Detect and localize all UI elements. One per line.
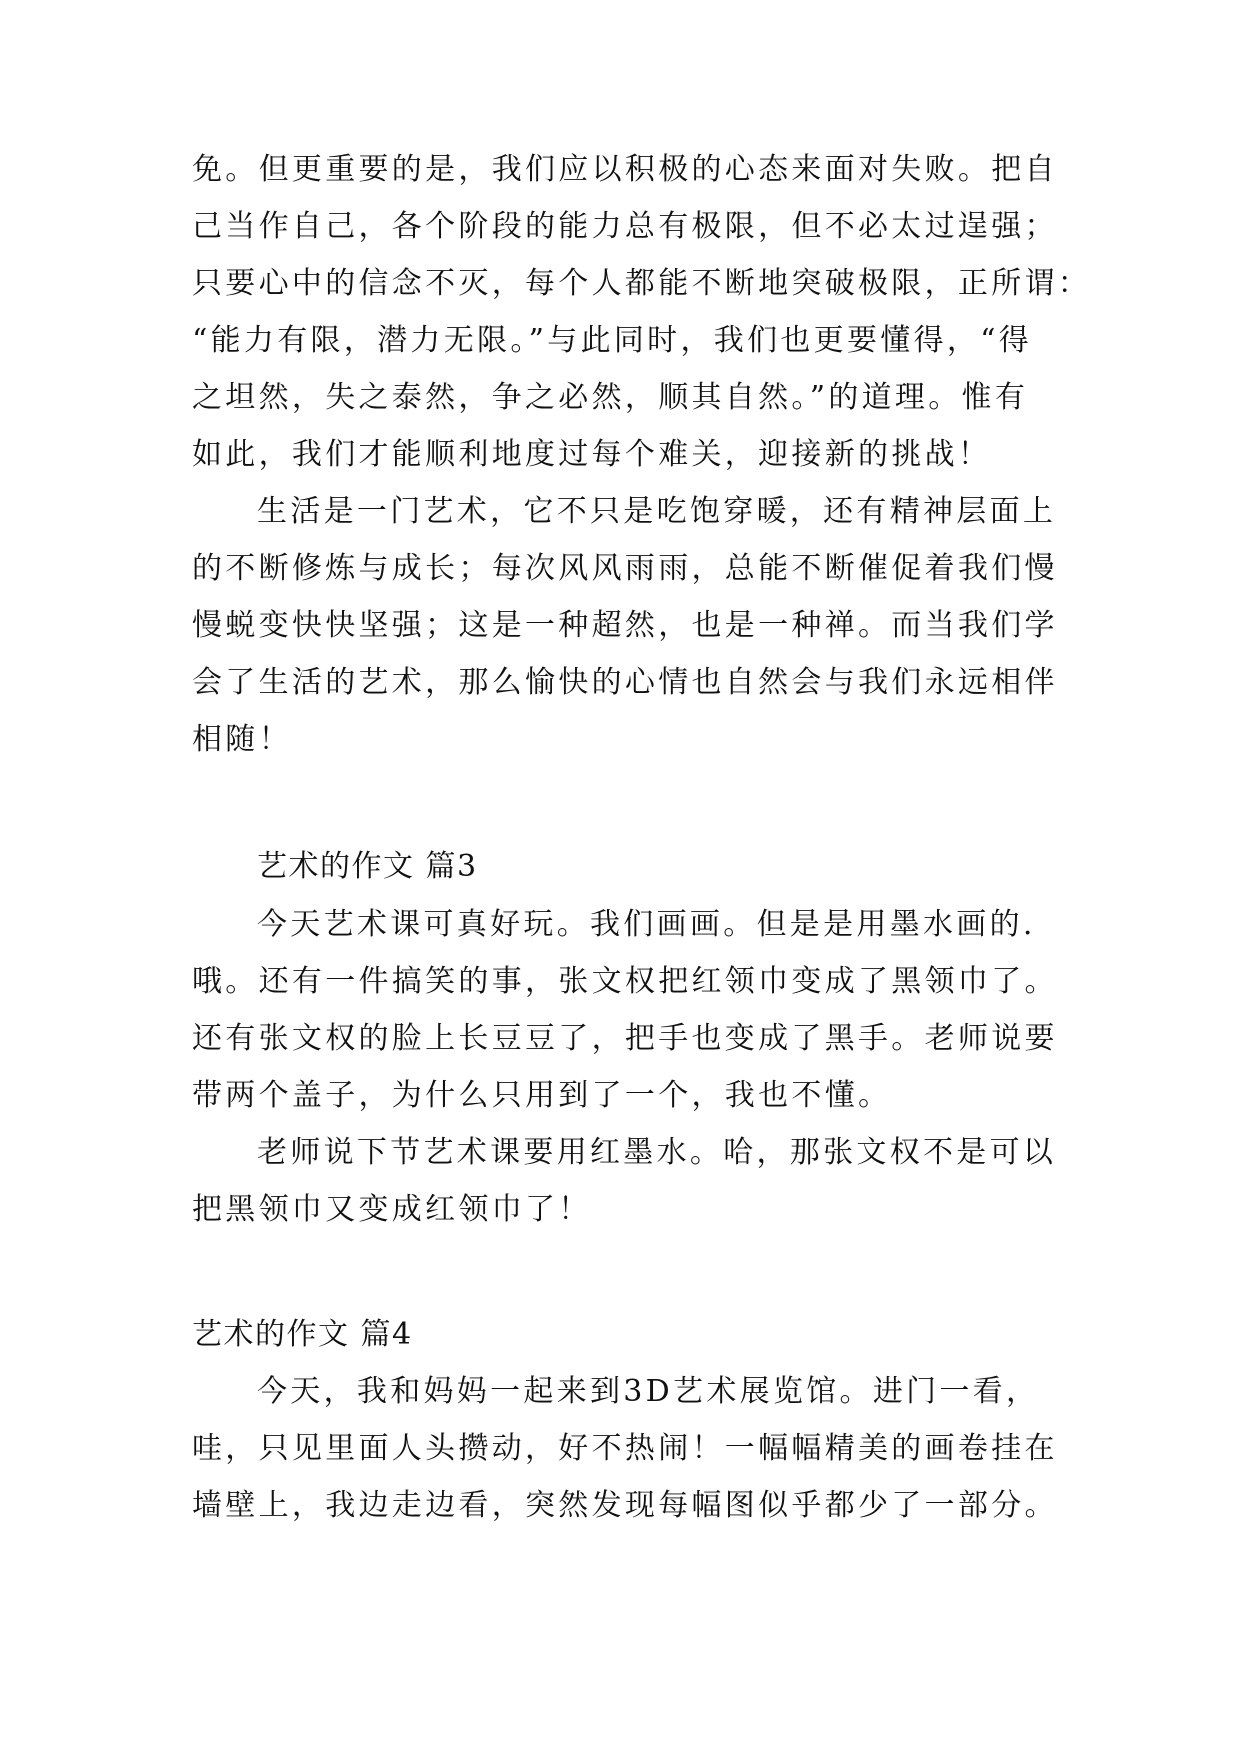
paragraph-line: 把黑领巾又变成红领巾了！ <box>192 1192 592 1227</box>
paragraph-line: 哇，只见里面人头攒动，好不热闹！一幅幅精美的画卷挂在 <box>192 1431 1058 1466</box>
paragraph-line: 哦。还有一件搞笑的事，张文权把红领巾变成了黑领巾了。 <box>192 964 1058 999</box>
paragraph-line: 相随！ <box>192 722 292 757</box>
section-heading: 艺术的作文 篇4 <box>192 1317 413 1352</box>
paragraph-line: 的不断修炼与成长；每次风风雨雨，总能不断催促着我们慢 <box>192 551 1058 586</box>
paragraph-line: 还有张文权的脸上长豆豆了，把手也变成了黑手。老师说要 <box>192 1021 1058 1056</box>
paragraph-line: 慢蜕变快快坚强；这是一种超然，也是一种禅。而当我们学 <box>192 608 1058 643</box>
paragraph-line: 生活是一门艺术，它不只是吃饱穿暖，还有精神层面上 <box>257 494 1057 529</box>
paragraph-line: 墙壁上，我边走边看，突然发现每幅图似乎都少了一部分。 <box>192 1488 1058 1523</box>
paragraph-line: 免。但更重要的是，我们应以积极的心态来面对失败。把自 <box>192 152 1058 187</box>
paragraph-line: 只要心中的信念不灭，每个人都能不断地突破极限，正所谓： <box>192 266 1092 301</box>
paragraph-line: “能力有限，潜力无限。”与此同时，我们也更要懂得，“得 <box>192 323 1033 358</box>
paragraph-line: 之坦然，失之泰然，争之必然，顺其自然。”的道理。惟有 <box>192 380 1029 415</box>
paragraph-line: 会了生活的艺术，那么愉快的心情也自然会与我们永远相伴 <box>192 665 1058 700</box>
paragraph-line: 如此，我们才能顺利地度过每个难关，迎接新的挑战！ <box>192 437 992 472</box>
paragraph-line: 今天艺术课可真好玩。我们画画。但是是用墨水画的. <box>257 907 1036 942</box>
paragraph-line: 带两个盖子，为什么只用到了一个，我也不懂。 <box>192 1078 892 1113</box>
section-heading: 艺术的作文 篇3 <box>257 849 478 884</box>
paragraph-line: 老师说下节艺术课要用红墨水。哈，那张文权不是可以 <box>257 1135 1057 1170</box>
paragraph-line: 己当作自己，各个阶段的能力总有极限，但不必太过逞强； <box>192 209 1058 244</box>
paragraph-line: 今天，我和妈妈一起来到3D艺术展览馆。进门一看， <box>257 1374 1040 1409</box>
